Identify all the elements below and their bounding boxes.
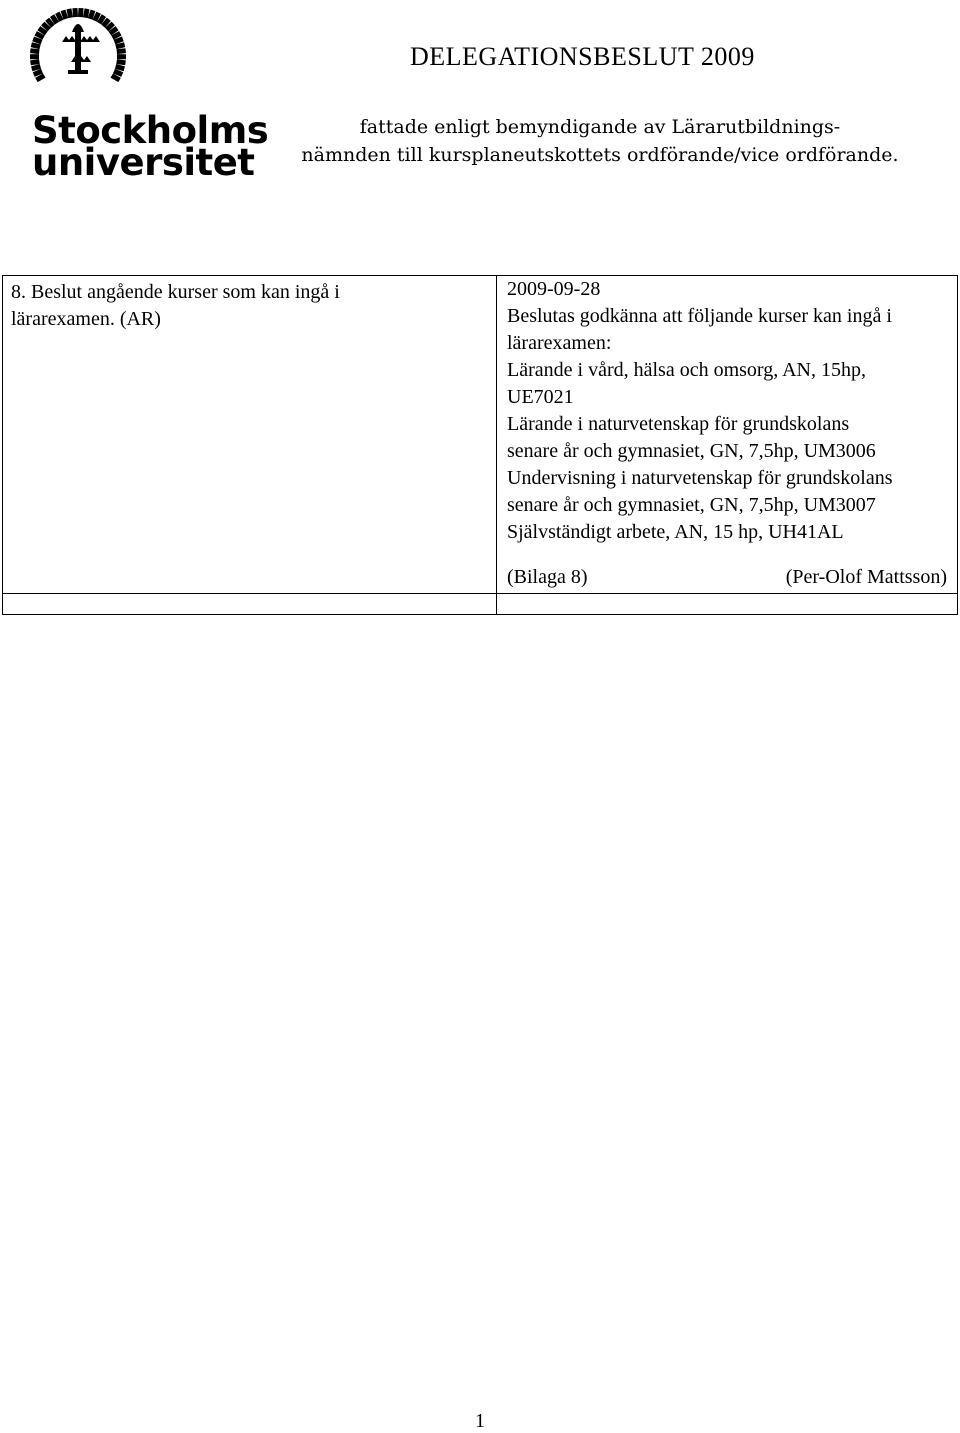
course-entry: Självständigt arbete, AN, 15 hp, UH41AL <box>507 521 844 543</box>
empty-table-row <box>3 594 958 615</box>
empty-cell <box>3 594 497 615</box>
course-entry: Lärande i naturvetenskap för grundskolans <box>507 413 850 435</box>
decision-maker: (Per-Olof Mattsson) <box>785 566 947 588</box>
page-number: 1 <box>475 1410 485 1432</box>
decision-text-line: Beslutas godkänna att följande kurser kan ingå i <box>507 305 892 327</box>
logo-wordmark-line1: Stockholms <box>32 109 269 152</box>
spacer <box>507 546 947 564</box>
attachment-reference: (Bilaga 8) <box>507 566 588 588</box>
decision-heading-cell <box>3 276 497 594</box>
course-entry: Undervisning i naturvetenskap för grundskolans <box>507 467 893 489</box>
decision-date: 2009-09-28 <box>507 278 601 300</box>
decision-heading-line-1: 8. Beslut angående kurser som kan ingå i <box>11 281 340 303</box>
decision-heading-line-2: lärarexamen. (AR) <box>11 308 161 330</box>
decision-text-line: lärarexamen: <box>507 332 612 354</box>
course-entry: senare år och gymnasiet, GN, 7,5hp, UM3006 <box>507 440 876 462</box>
university-seal-icon <box>28 4 128 109</box>
logo-wordmark-line2: universitet <box>32 141 255 184</box>
subtitle-line-1: fattade enligt bemyndigande av Lärarutbildnings- <box>359 116 841 138</box>
subtitle-line-2: nämnden till kursplaneutskottets ordförande/vice ordförande. <box>301 144 899 166</box>
document-title: DELEGATIONSBESLUT 2009 <box>410 42 755 71</box>
decision-footer-line <box>507 564 947 591</box>
document-subtitle <box>280 113 920 169</box>
decision-table <box>2 275 958 615</box>
course-entry: UE7021 <box>507 386 574 408</box>
course-entry: Lärande i vård, hälsa och omsorg, AN, 15hp, <box>507 359 866 381</box>
decision-row <box>3 276 958 594</box>
course-entry: senare år och gymnasiet, GN, 7,5hp, UM3007 <box>507 494 876 516</box>
empty-cell <box>497 594 958 615</box>
stockholm-university-logo <box>14 2 269 184</box>
decision-body-cell <box>497 276 958 594</box>
